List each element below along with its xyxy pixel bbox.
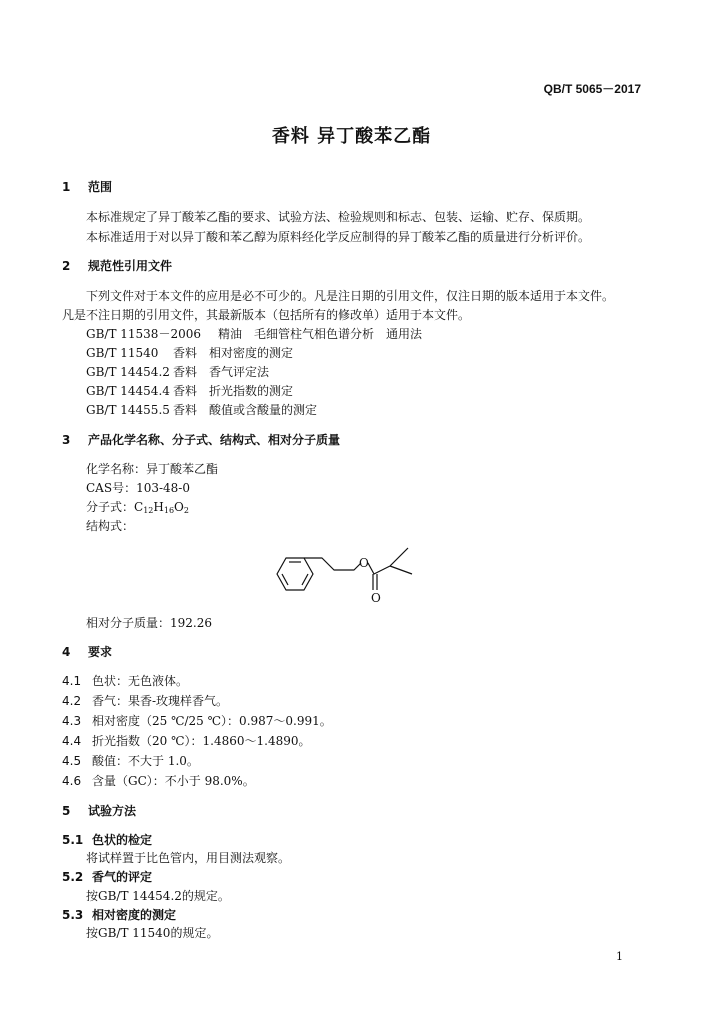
- subsection-heading: [62, 906, 176, 923]
- formula-element: H: [153, 500, 164, 514]
- reference-title: 香料 相对密度的测定: [173, 346, 294, 360]
- section-number: 4: [62, 645, 71, 659]
- item-text: 折光指数（20 ℃）：1.4860～1.4890。: [92, 734, 311, 748]
- section-title: 产品化学名称、分子式、结构式、相对分子质量: [88, 433, 341, 447]
- section-4-heading: [62, 643, 112, 660]
- page-number: 1: [616, 950, 623, 963]
- subsection-number: 5.3: [62, 908, 84, 922]
- molecular-weight: 相对分子质量：192.26: [86, 616, 212, 630]
- references-paragraph-1: 下列文件对于本文件的应用是必不可少的。凡是注日期的引用文件，仅注日期的版本适用于本文件。: [86, 289, 615, 303]
- section-5-heading: [62, 802, 136, 819]
- cas-number: CAS号：103-48-0: [86, 481, 190, 495]
- scope-paragraph-2: 本标准适用于对以异丁酸和苯乙醇为原料经化学反应制得的异丁酸苯乙酯的质量进行分析评价。: [86, 230, 591, 244]
- section-number: 5: [62, 804, 71, 818]
- section-title: 要求: [88, 645, 113, 659]
- requirement-item: [62, 752, 199, 769]
- reference-title: 香料 香气评定法: [173, 365, 270, 379]
- section-3-heading: [62, 431, 340, 448]
- item-number: 4.4: [62, 734, 82, 748]
- reference-code: GB/T 14454.4: [86, 384, 170, 398]
- item-number: 4.6: [62, 774, 82, 788]
- section-1-heading: [62, 178, 112, 195]
- structure-label: 结构式：: [86, 519, 135, 533]
- item-number: 4.3: [62, 714, 82, 728]
- section-title: 规范性引用文件: [88, 259, 173, 273]
- reference-title: 香料 酸值或含酸量的测定: [173, 403, 318, 417]
- reference-code: GB/T 11538－2006: [86, 327, 201, 341]
- reference-title: 精油 毛细管柱气相色谱分析 通用法: [218, 327, 423, 341]
- methyl-branch: [390, 566, 412, 574]
- section-number: 1: [62, 180, 71, 194]
- section-number: 2: [62, 259, 71, 273]
- reference-code: GB/T 11540: [86, 346, 159, 360]
- item-text: 色状：无色液体。: [92, 674, 189, 688]
- reference-item: [86, 382, 293, 399]
- chemical-name: 化学名称：异丁酸苯乙酯: [86, 462, 219, 476]
- document-title: 香料 异丁酸苯乙酯: [271, 126, 432, 147]
- item-text: 酸值：不大于 1.0。: [92, 754, 199, 768]
- section-title: 范围: [88, 180, 113, 194]
- section-2-heading: [62, 257, 172, 274]
- molecular-formula: [86, 498, 189, 515]
- standard-number: QB/T 5065－2017: [543, 82, 641, 96]
- item-text: 香气：果香-玫瑰样香气。: [92, 694, 229, 708]
- ethyl-chain: [304, 558, 361, 570]
- reference-code: GB/T 14454.2: [86, 365, 170, 379]
- section-number: 3: [62, 433, 71, 447]
- formula-subscript: 16: [163, 506, 175, 515]
- section-title: 试验方法: [88, 804, 137, 818]
- scope-paragraph-1: 本标准规定了异丁酸苯乙酯的要求、试验方法、检验规则和标志、包装、运输、贮存、保质期。: [86, 210, 591, 224]
- requirement-item: [62, 712, 332, 729]
- item-number: 4.5: [62, 754, 82, 768]
- subsection-number: 5.2: [62, 870, 84, 884]
- item-number: 4.1: [62, 674, 82, 688]
- reference-item: [86, 363, 269, 380]
- methyl-branch: [390, 548, 408, 566]
- item-text: 相对密度（25 ℃/25 ℃）：0.987～0.991。: [92, 714, 332, 728]
- reference-code: GB/T 14455.5: [86, 403, 170, 417]
- reference-title: 香料 折光指数的测定: [173, 384, 294, 398]
- subsection-text: 将试样置于比色管内，用目测法观察。: [86, 851, 291, 865]
- ester-oxygen-label: O: [359, 556, 369, 570]
- reference-item: [86, 344, 293, 361]
- requirement-item: [62, 772, 255, 789]
- formula-subscript: 12: [143, 506, 154, 515]
- references-paragraph-2: 凡是不注日期的引用文件，其最新版本（包括所有的修改单）适用于本文件。: [62, 308, 471, 322]
- subsection-heading: [62, 868, 152, 885]
- subsection-title: 香气的评定: [92, 870, 153, 884]
- subsection-text: 按GB/T 14454.2的规定。: [86, 889, 230, 903]
- formula-element: C: [134, 500, 144, 514]
- subsection-heading: [62, 831, 152, 848]
- requirement-item: [62, 692, 228, 709]
- subsection-text: 按GB/T 11540的规定。: [86, 926, 219, 940]
- carbonyl-oxygen-label: O: [371, 591, 381, 605]
- reference-item: [86, 401, 317, 418]
- formula-subscript: 2: [183, 506, 189, 515]
- ester-chain: [368, 563, 390, 574]
- formula-element: O: [174, 500, 184, 514]
- requirement-item: [62, 732, 311, 749]
- structural-formula-diagram: [262, 530, 432, 610]
- subsection-title: 色状的检定: [92, 833, 153, 847]
- subsection-number: 5.1: [62, 833, 84, 847]
- item-number: 4.2: [62, 694, 82, 708]
- item-text: 含量（GC）：不小于 98.0%。: [92, 774, 255, 788]
- formula-label: 分子式：: [86, 500, 135, 514]
- requirement-item: [62, 672, 188, 689]
- subsection-title: 相对密度的测定: [92, 908, 177, 922]
- reference-item: [86, 325, 422, 342]
